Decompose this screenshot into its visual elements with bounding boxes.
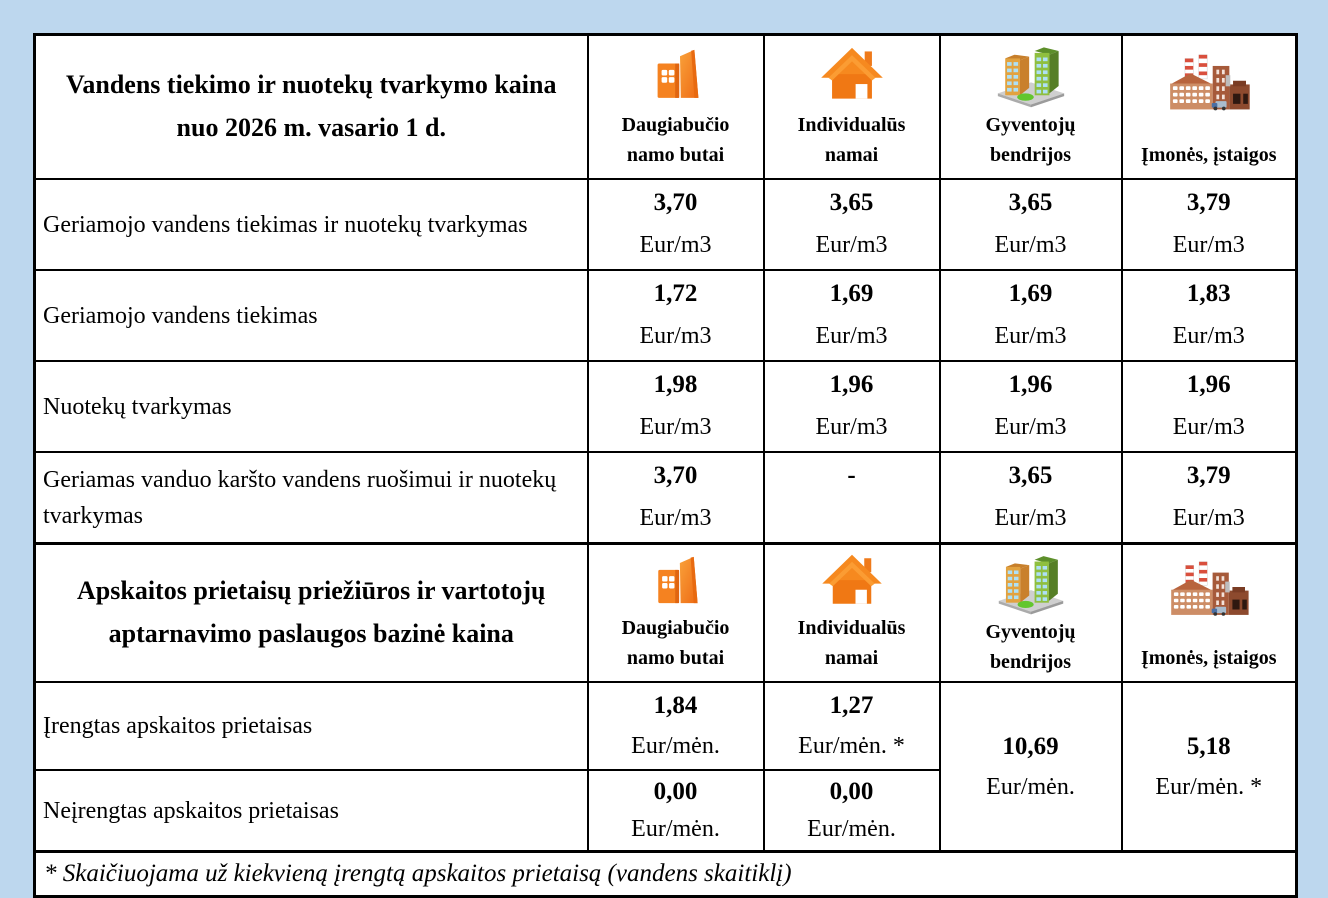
section2-header-row bbox=[35, 544, 1297, 683]
section1-header-row bbox=[35, 35, 1297, 180]
factory-icon bbox=[1164, 549, 1254, 643]
column-label-line: Gyventojų bbox=[985, 621, 1076, 643]
price-value-cell bbox=[940, 270, 1122, 361]
column-label-line: namo butai bbox=[626, 144, 725, 166]
price-value: 1,72 bbox=[653, 280, 698, 308]
price-value-cell-merged bbox=[940, 682, 1122, 852]
community-buildings-icon bbox=[994, 40, 1068, 110]
price-unit: Eur/mėn. * bbox=[798, 733, 905, 759]
price-unit: Eur/m3 bbox=[1172, 414, 1245, 441]
apartment-building-icon bbox=[648, 40, 704, 110]
price-value-cell-merged bbox=[1122, 682, 1297, 852]
row-label: Geriamojo vandens tiekimas ir nuotekų tvarkymas bbox=[35, 179, 588, 270]
footnote-row bbox=[35, 852, 1297, 897]
row-label: Geriamas vanduo karšto vandens ruošimui ir nuotekų tvarkymas bbox=[35, 452, 588, 544]
price-value: 1,69 bbox=[1008, 280, 1053, 308]
table-row bbox=[35, 361, 1297, 452]
price-unit: Eur/m3 bbox=[1172, 505, 1245, 532]
price-value: 1,96 bbox=[1008, 371, 1053, 399]
price-value: 1,83 bbox=[1186, 280, 1231, 308]
table-row bbox=[35, 179, 1297, 270]
section2-title-line2: aptarnavimo paslaugos bazinė kaina bbox=[108, 619, 514, 648]
price-value: 1,84 bbox=[653, 691, 698, 719]
column-label-line: Daugiabučio bbox=[621, 617, 730, 639]
price-value: 5,18 bbox=[1186, 732, 1231, 760]
column-label-line: bendrijos bbox=[989, 651, 1072, 673]
column-header-individualus bbox=[764, 35, 940, 180]
column-header-daugiabucio bbox=[588, 544, 764, 683]
price-value-cell bbox=[764, 452, 940, 544]
table-row bbox=[35, 270, 1297, 361]
price-unit: Eur/m3 bbox=[815, 232, 888, 259]
section2-title bbox=[35, 544, 588, 683]
column-header-gyventoju bbox=[940, 544, 1122, 683]
column-label-line: Gyventojų bbox=[985, 114, 1076, 136]
price-value: 3,70 bbox=[653, 462, 698, 490]
price-value: 10,69 bbox=[1002, 732, 1059, 760]
price-value-cell bbox=[764, 179, 940, 270]
price-value: 3,79 bbox=[1186, 462, 1231, 490]
price-value: 1,69 bbox=[829, 280, 874, 308]
row-label: Įrengtas apskaitos prietaisas bbox=[35, 682, 588, 770]
price-value-cell bbox=[940, 179, 1122, 270]
row-label: Nuotekų tvarkymas bbox=[35, 361, 588, 452]
price-unit: Eur/m3 bbox=[1172, 323, 1245, 350]
community-buildings-icon bbox=[995, 549, 1067, 617]
price-table bbox=[33, 33, 1298, 898]
price-unit: Eur/mėn. bbox=[986, 773, 1075, 800]
price-value: - bbox=[847, 462, 856, 490]
section1-title-line2: nuo 2026 m. vasario 1 d. bbox=[176, 113, 446, 142]
price-unit: Eur/m3 bbox=[994, 505, 1067, 532]
price-unit: Eur/m3 bbox=[639, 505, 712, 532]
price-value-cell bbox=[1122, 452, 1297, 544]
factory-icon bbox=[1163, 40, 1255, 140]
house-icon bbox=[819, 40, 885, 110]
price-value: 1,98 bbox=[653, 371, 698, 399]
price-value-cell bbox=[588, 770, 764, 852]
table-row bbox=[35, 682, 1297, 770]
price-unit: Eur/m3 bbox=[994, 414, 1067, 441]
column-label-line: namai bbox=[824, 647, 879, 669]
column-label-line: Įmonės, įstaigos bbox=[1140, 144, 1277, 166]
price-value: 3,70 bbox=[653, 189, 698, 217]
price-value-cell bbox=[588, 452, 764, 544]
price-unit: Eur/m3 bbox=[1172, 232, 1245, 259]
price-value: 1,96 bbox=[1186, 371, 1231, 399]
price-value: 3,65 bbox=[829, 189, 874, 217]
price-value: 3,65 bbox=[1008, 462, 1053, 490]
price-unit: Eur/m3 bbox=[639, 323, 712, 350]
price-value-cell bbox=[1122, 179, 1297, 270]
price-value-cell bbox=[940, 361, 1122, 452]
row-label: Geriamojo vandens tiekimas bbox=[35, 270, 588, 361]
column-label-line: Individualūs bbox=[797, 617, 906, 639]
price-unit: Eur/m3 bbox=[815, 414, 888, 441]
section1-title-line1: Vandens tiekimo ir nuotekų tvarkymo kaina bbox=[66, 70, 557, 100]
price-unit: Eur/m3 bbox=[639, 232, 712, 259]
column-label-line: bendrijos bbox=[989, 144, 1072, 166]
price-unit: Eur/mėn. bbox=[631, 815, 720, 842]
price-unit: Eur/m3 bbox=[994, 323, 1067, 350]
price-unit: Eur/m3 bbox=[815, 323, 888, 350]
column-label-line: namai bbox=[824, 144, 879, 166]
column-header-individualus bbox=[764, 544, 940, 683]
price-value-cell bbox=[764, 770, 940, 852]
price-value: 1,27 bbox=[829, 691, 874, 719]
column-label-line: Daugiabučio bbox=[621, 114, 730, 136]
price-value-cell bbox=[588, 682, 764, 770]
column-header-imones bbox=[1122, 544, 1297, 683]
column-label-line: Įmonės, įstaigos bbox=[1140, 647, 1277, 669]
column-label-line: Individualūs bbox=[797, 114, 906, 136]
price-value-cell bbox=[764, 270, 940, 361]
price-value-cell bbox=[764, 682, 940, 770]
price-unit: Eur/mėn. bbox=[631, 733, 720, 759]
section1-title bbox=[35, 35, 588, 180]
footnote: * Skaičiuojama už kiekvieną įrengtą apskaitos prietaisą (vandens skaitiklį) bbox=[35, 852, 1297, 897]
column-header-gyventoju bbox=[940, 35, 1122, 180]
price-unit: Eur/mėn. bbox=[807, 815, 896, 842]
house-icon bbox=[820, 549, 884, 613]
table-row bbox=[35, 452, 1297, 544]
price-unit: Eur/m3 bbox=[639, 414, 712, 441]
column-label-line: namo butai bbox=[626, 647, 725, 669]
price-value-cell bbox=[588, 361, 764, 452]
price-unit: Eur/mėn. * bbox=[1155, 773, 1263, 800]
section2-title-line1: Apskaitos prietaisų priežiūros ir vartotojų bbox=[77, 576, 546, 606]
column-header-daugiabucio bbox=[588, 35, 764, 180]
price-value-cell bbox=[588, 179, 764, 270]
price-value-cell bbox=[940, 452, 1122, 544]
apartment-building-icon bbox=[649, 549, 703, 613]
price-unit: Eur/m3 bbox=[994, 232, 1067, 259]
row-label: Neįrengtas apskaitos prietaisas bbox=[35, 770, 588, 852]
price-value-cell bbox=[1122, 361, 1297, 452]
price-value: 0,00 bbox=[829, 777, 874, 805]
column-header-imones bbox=[1122, 35, 1297, 180]
price-value: 1,96 bbox=[829, 371, 874, 399]
price-value: 3,79 bbox=[1186, 189, 1231, 217]
price-value-cell bbox=[1122, 270, 1297, 361]
price-value-cell bbox=[764, 361, 940, 452]
price-value: 3,65 bbox=[1008, 189, 1053, 217]
price-value: 0,00 bbox=[653, 777, 698, 805]
price-value-cell bbox=[588, 270, 764, 361]
